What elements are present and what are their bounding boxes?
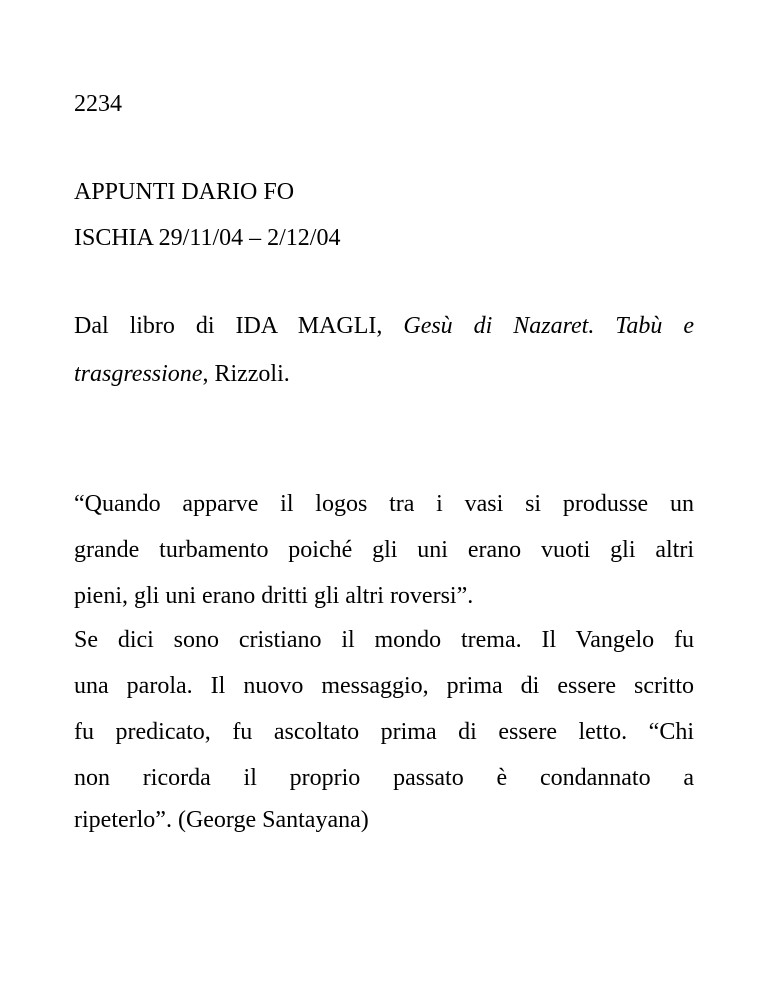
body-line-2: grande turbamento poiché gli uni erano vuoti gli altri (74, 537, 694, 563)
body-line-1: “Quando apparve il logos tra i vasi si produsse un (74, 491, 694, 517)
book-title-part2: trasgressione (74, 361, 203, 387)
body-line-8: ripeterlo”. (George Santayana) (74, 807, 369, 833)
page-number: 2234 (74, 91, 122, 117)
body-line-3: pieni, gli uni erano dritti gli altri roversi”. (74, 583, 474, 609)
source-line-2 (74, 362, 290, 386)
notes-title: APPUNTI DARIO FO (74, 179, 295, 205)
source-line-1 (74, 314, 694, 338)
body-line-6: fu predicato, fu ascoltato prima di essere letto. “Chi (74, 719, 694, 745)
book-title-part1: Gesù di Nazaret. Tabù e (403, 313, 695, 339)
source-suffix: , Rizzoli. (202, 361, 290, 387)
body-line-5: una parola. Il nuovo messaggio, prima di essere scritto (74, 673, 694, 699)
body-line-4: Se dici sono cristiano il mondo trema. Il Vangelo fu (74, 627, 694, 653)
body-line-7: non ricorda il proprio passato è condannato a (74, 765, 694, 791)
source-prefix: Dal libro di IDA MAGLI, (74, 313, 383, 339)
notes-place-date: ISCHIA 29/11/04 – 2/12/04 (74, 225, 341, 251)
